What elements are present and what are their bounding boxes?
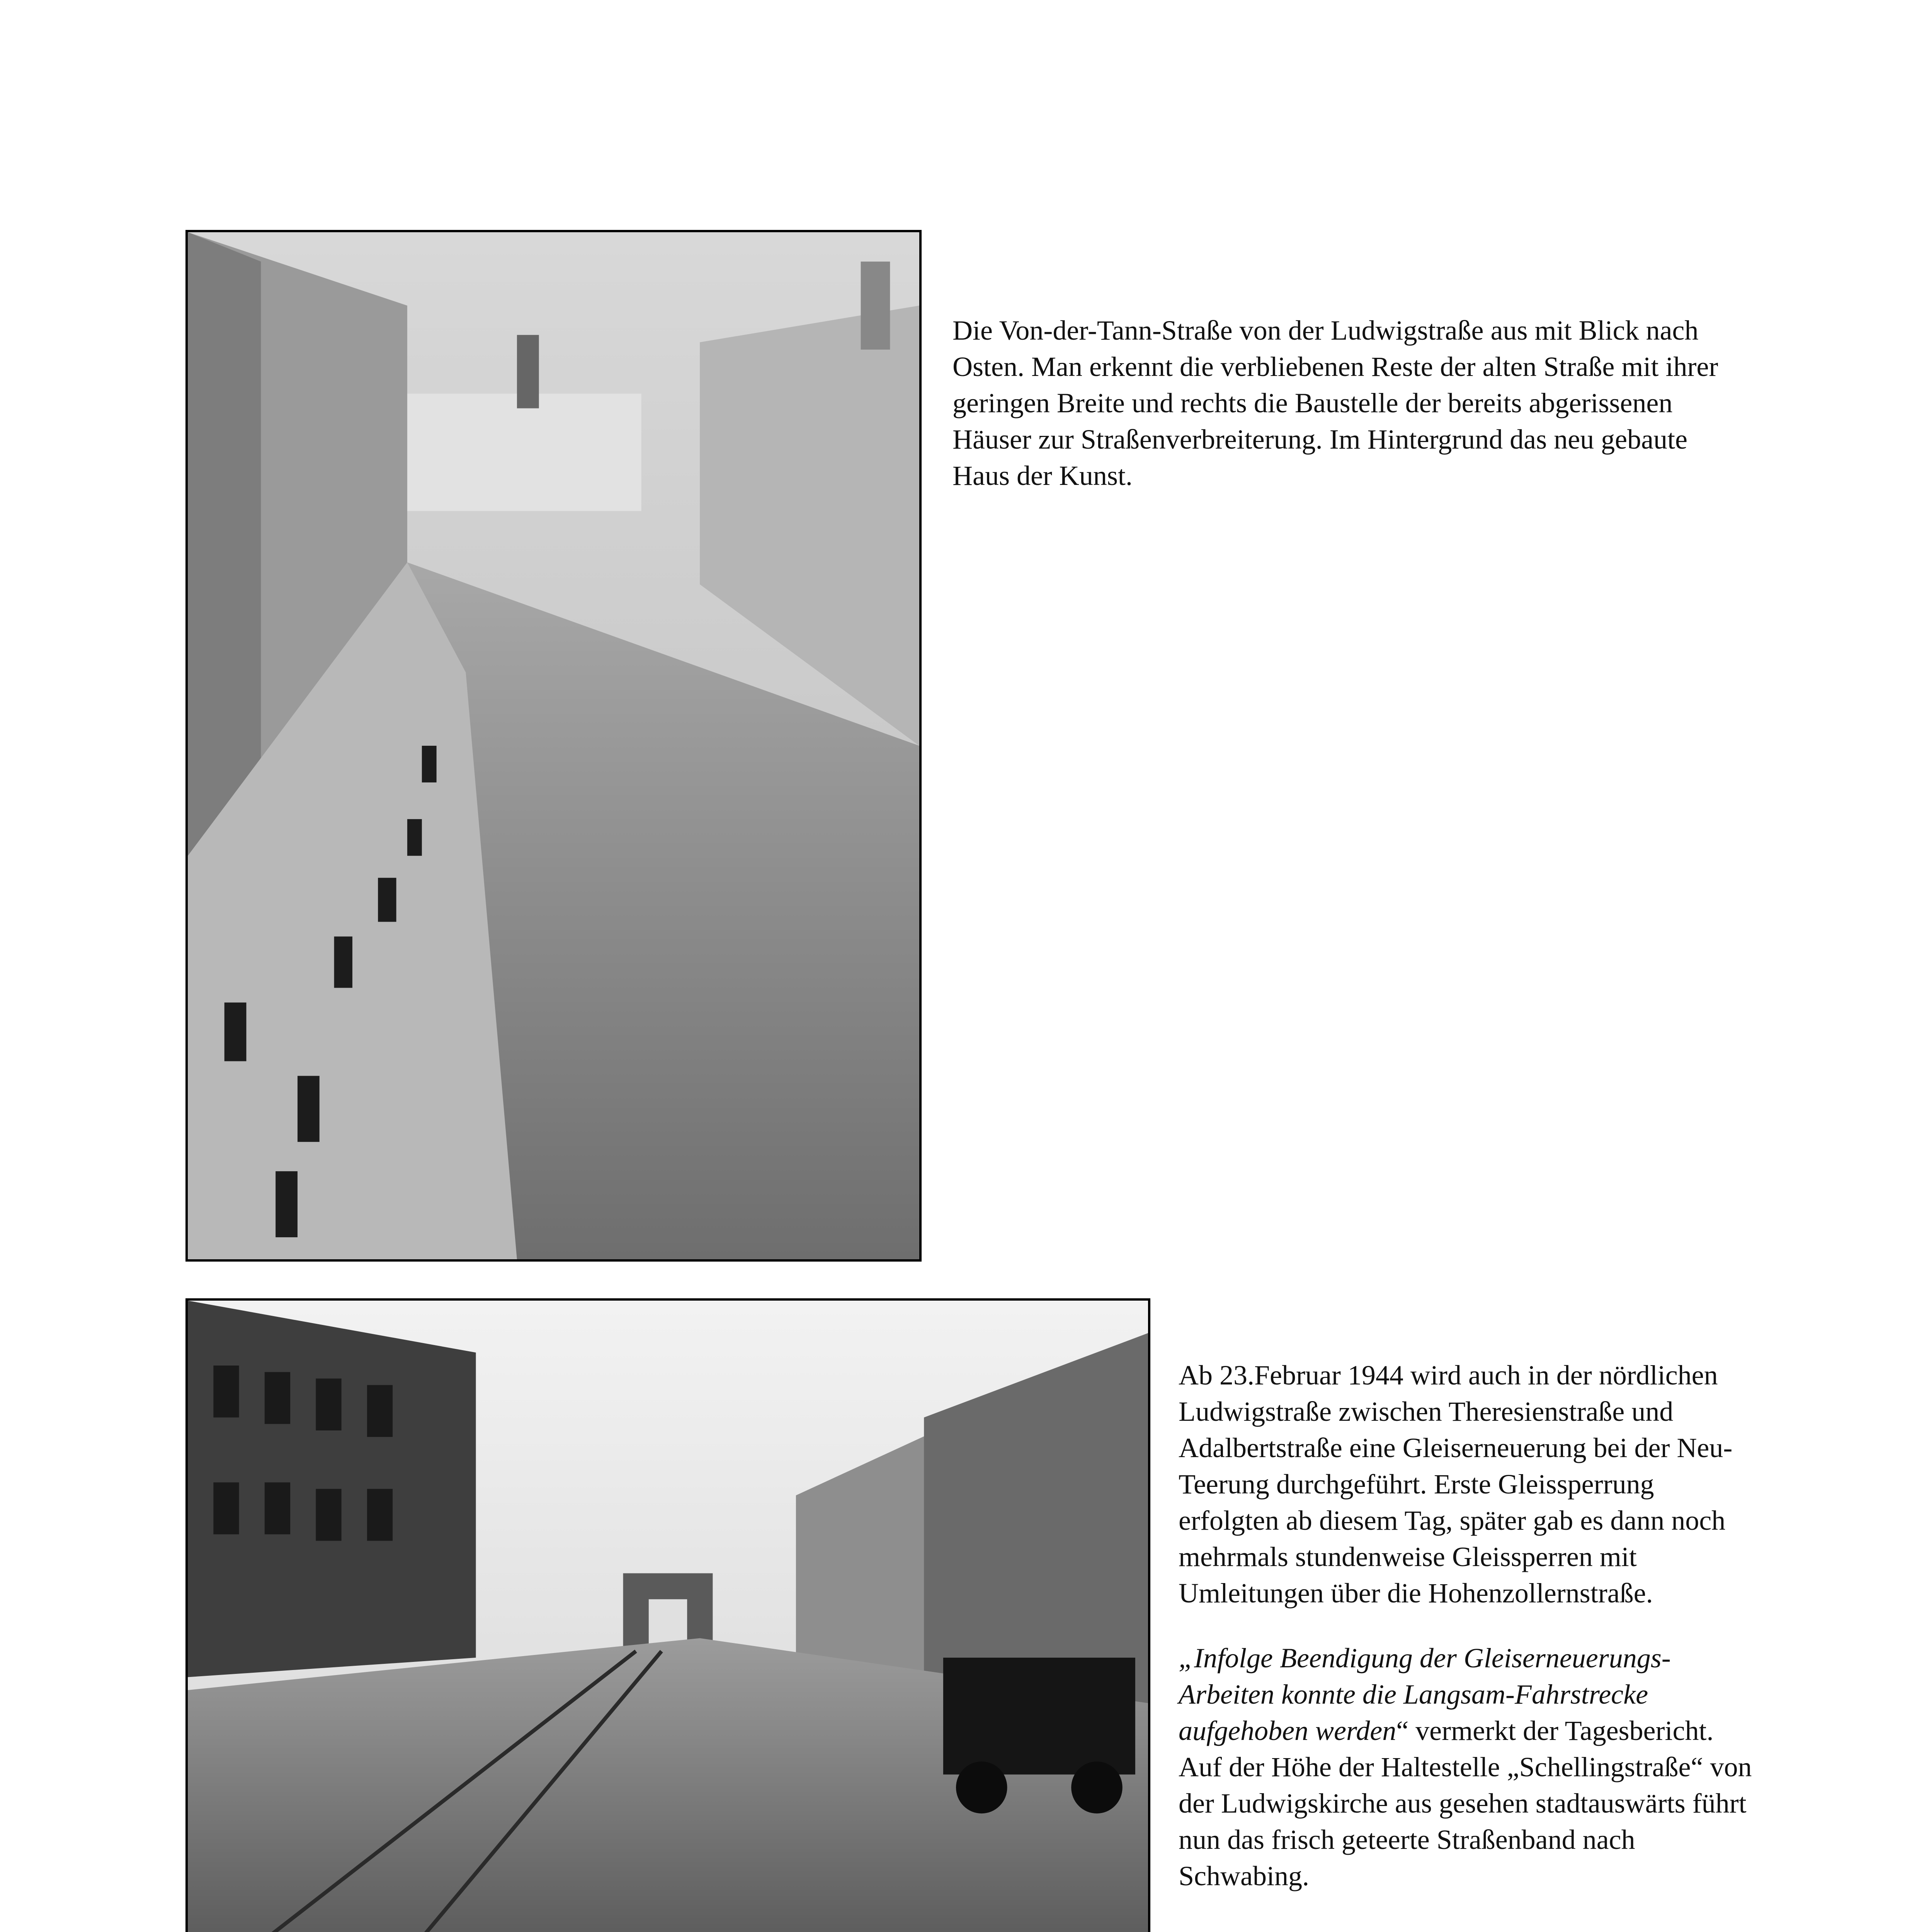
photo-ludwigstrasse: [185, 1298, 1150, 1932]
caption-ludwigstrasse-quote: „Infolge Beendigung der Gleiserneuerungs-Arbeiten konnte die Langsam-Fahrstrecke aufgehoben werden: [1179, 1643, 1671, 1746]
photo-von-der-tann-strasse-image: [188, 232, 919, 1259]
caption-ludwigstrasse-quote-paragraph: [1179, 1640, 1758, 1894]
caption-ludwigstrasse-text: Ab 23.Februar 1944 wird auch in der nördlichen Ludwigstraße zwischen Theresienstraße und Adalbertstraße eine Gleiserneuerung bei der Neu-Teerung durchgeführt. Erste Gleissperrung erfolgten ab diesem Tag, später gab es dann noch mehrmals stundenweise Gleissperren mit Umleitungen über die Hohenzollernstraße.: [1179, 1360, 1733, 1609]
caption-von-der-tann-strasse-text: Die Von-der-Tann-Straße von der Ludwigstraße aus mit Blick nach Osten. Man erkennt die verbliebenen Reste der alten Straße mit ihrer geringen Breite und rechts die Baustelle der bereits abgerissenen Häuser zur Straßenverbreiterung. Im Hintergrund das neu gebaute Haus der Kunst.: [953, 315, 1718, 491]
caption-von-der-tann-strasse: [953, 312, 1745, 522]
photo-ludwigstrasse-image: [188, 1301, 1148, 1932]
caption-ludwigstrasse: [1179, 1357, 1758, 1923]
photo-von-der-tann-strasse: [185, 230, 922, 1262]
caption-ludwigstrasse-rest: “ vermerkt der Tagesbericht. Auf der Höhe der Haltestelle „Schellingstraße“ von der Ludwigskirche aus gesehen stadtauswärts führt nun das frisch geteerte Straßenband nach Schwabing.: [1179, 1715, 1752, 1891]
